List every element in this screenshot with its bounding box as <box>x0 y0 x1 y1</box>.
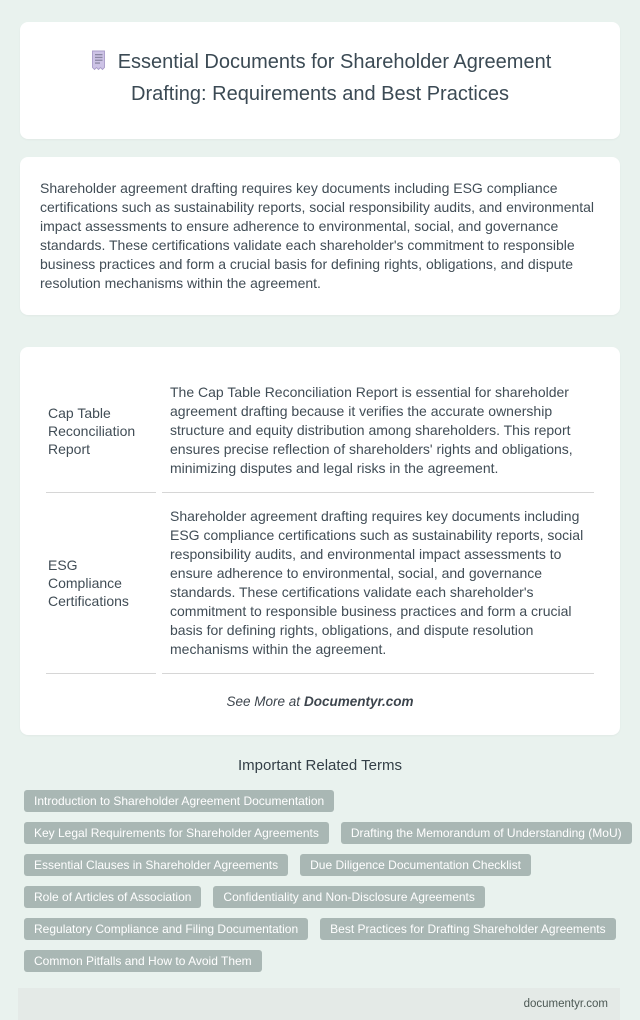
intro-card <box>20 157 620 315</box>
definition-cell: Shareholder agreement drafting requires key documents including ESG compliance certifications such as sustainability reports, social responsibility audits, and environmental impact assessments to ensure adherence to environmental, social, and governance standards. These certifications validate each shareholder's commitment to responsible business practices and form a crucial basis for defining rights, obligations, and dispute resolution mechanisms within the agreement. <box>162 493 594 674</box>
related-term-tag[interactable]: Confidentiality and Non-Disclosure Agreements <box>213 886 484 908</box>
related-term-tag[interactable]: Role of Articles of Association <box>24 886 201 908</box>
footer-site-text: documentyr.com <box>523 998 608 1010</box>
header-card <box>20 22 620 139</box>
definition-table-card <box>20 347 620 735</box>
related-term-tag[interactable]: Essential Clauses in Shareholder Agreements <box>24 854 288 876</box>
intro-paragraph: Shareholder agreement drafting requires key documents including ESG compliance certifications such as sustainability reports, social responsibility audits, and environmental impact assessments to ensure adherence to environmental, social, and governance standards. These certifications validate each shareholder's commitment to responsible business practices and form a crucial basis for defining rights, obligations, and dispute resolution mechanisms within the agreement. <box>40 180 595 291</box>
related-term-tag[interactable]: Regulatory Compliance and Filing Documentation <box>24 918 308 940</box>
see-more-line <box>40 694 600 709</box>
footer-bar <box>18 988 620 1020</box>
related-terms-tag-list <box>24 790 632 972</box>
page-title-text: Essential Documents for Shareholder Agreement Drafting: Requirements and Best Practices <box>117 51 552 105</box>
related-term-tag[interactable]: Introduction to Shareholder Agreement Documentation <box>24 790 334 812</box>
see-more-prefix: See More at <box>226 694 300 709</box>
related-terms-heading: Important Related Terms <box>238 757 402 774</box>
definition-cell: The Cap Table Reconciliation Report is essential for shareholder agreement drafting because it verifies the accurate ownership structure and equity distribution among shareholders. This report ensures precise reflection of shareholders' rights and obligations, minimizing disputes and legal risks in the agreement. <box>162 369 594 493</box>
table-row <box>46 369 594 493</box>
related-term-tag[interactable]: Key Legal Requirements for Shareholder Agreements <box>24 822 329 844</box>
related-term-tag[interactable]: Best Practices for Drafting Shareholder Agreements <box>320 918 615 940</box>
related-term-tag[interactable]: Common Pitfalls and How to Avoid Them <box>24 950 262 972</box>
see-more-brand-link[interactable]: Documentyr.com <box>304 694 414 709</box>
related-term-tag[interactable]: Drafting the Memorandum of Understanding (MoU) <box>341 822 632 844</box>
table-row <box>46 493 594 674</box>
definition-table <box>40 369 600 674</box>
page-title <box>50 48 590 109</box>
receipt-icon <box>89 50 108 80</box>
related-term-tag[interactable]: Due Diligence Documentation Checklist <box>300 854 531 876</box>
term-cell: ESG Compliance Certifications <box>46 493 156 674</box>
term-cell: Cap Table Reconciliation Report <box>46 369 156 493</box>
